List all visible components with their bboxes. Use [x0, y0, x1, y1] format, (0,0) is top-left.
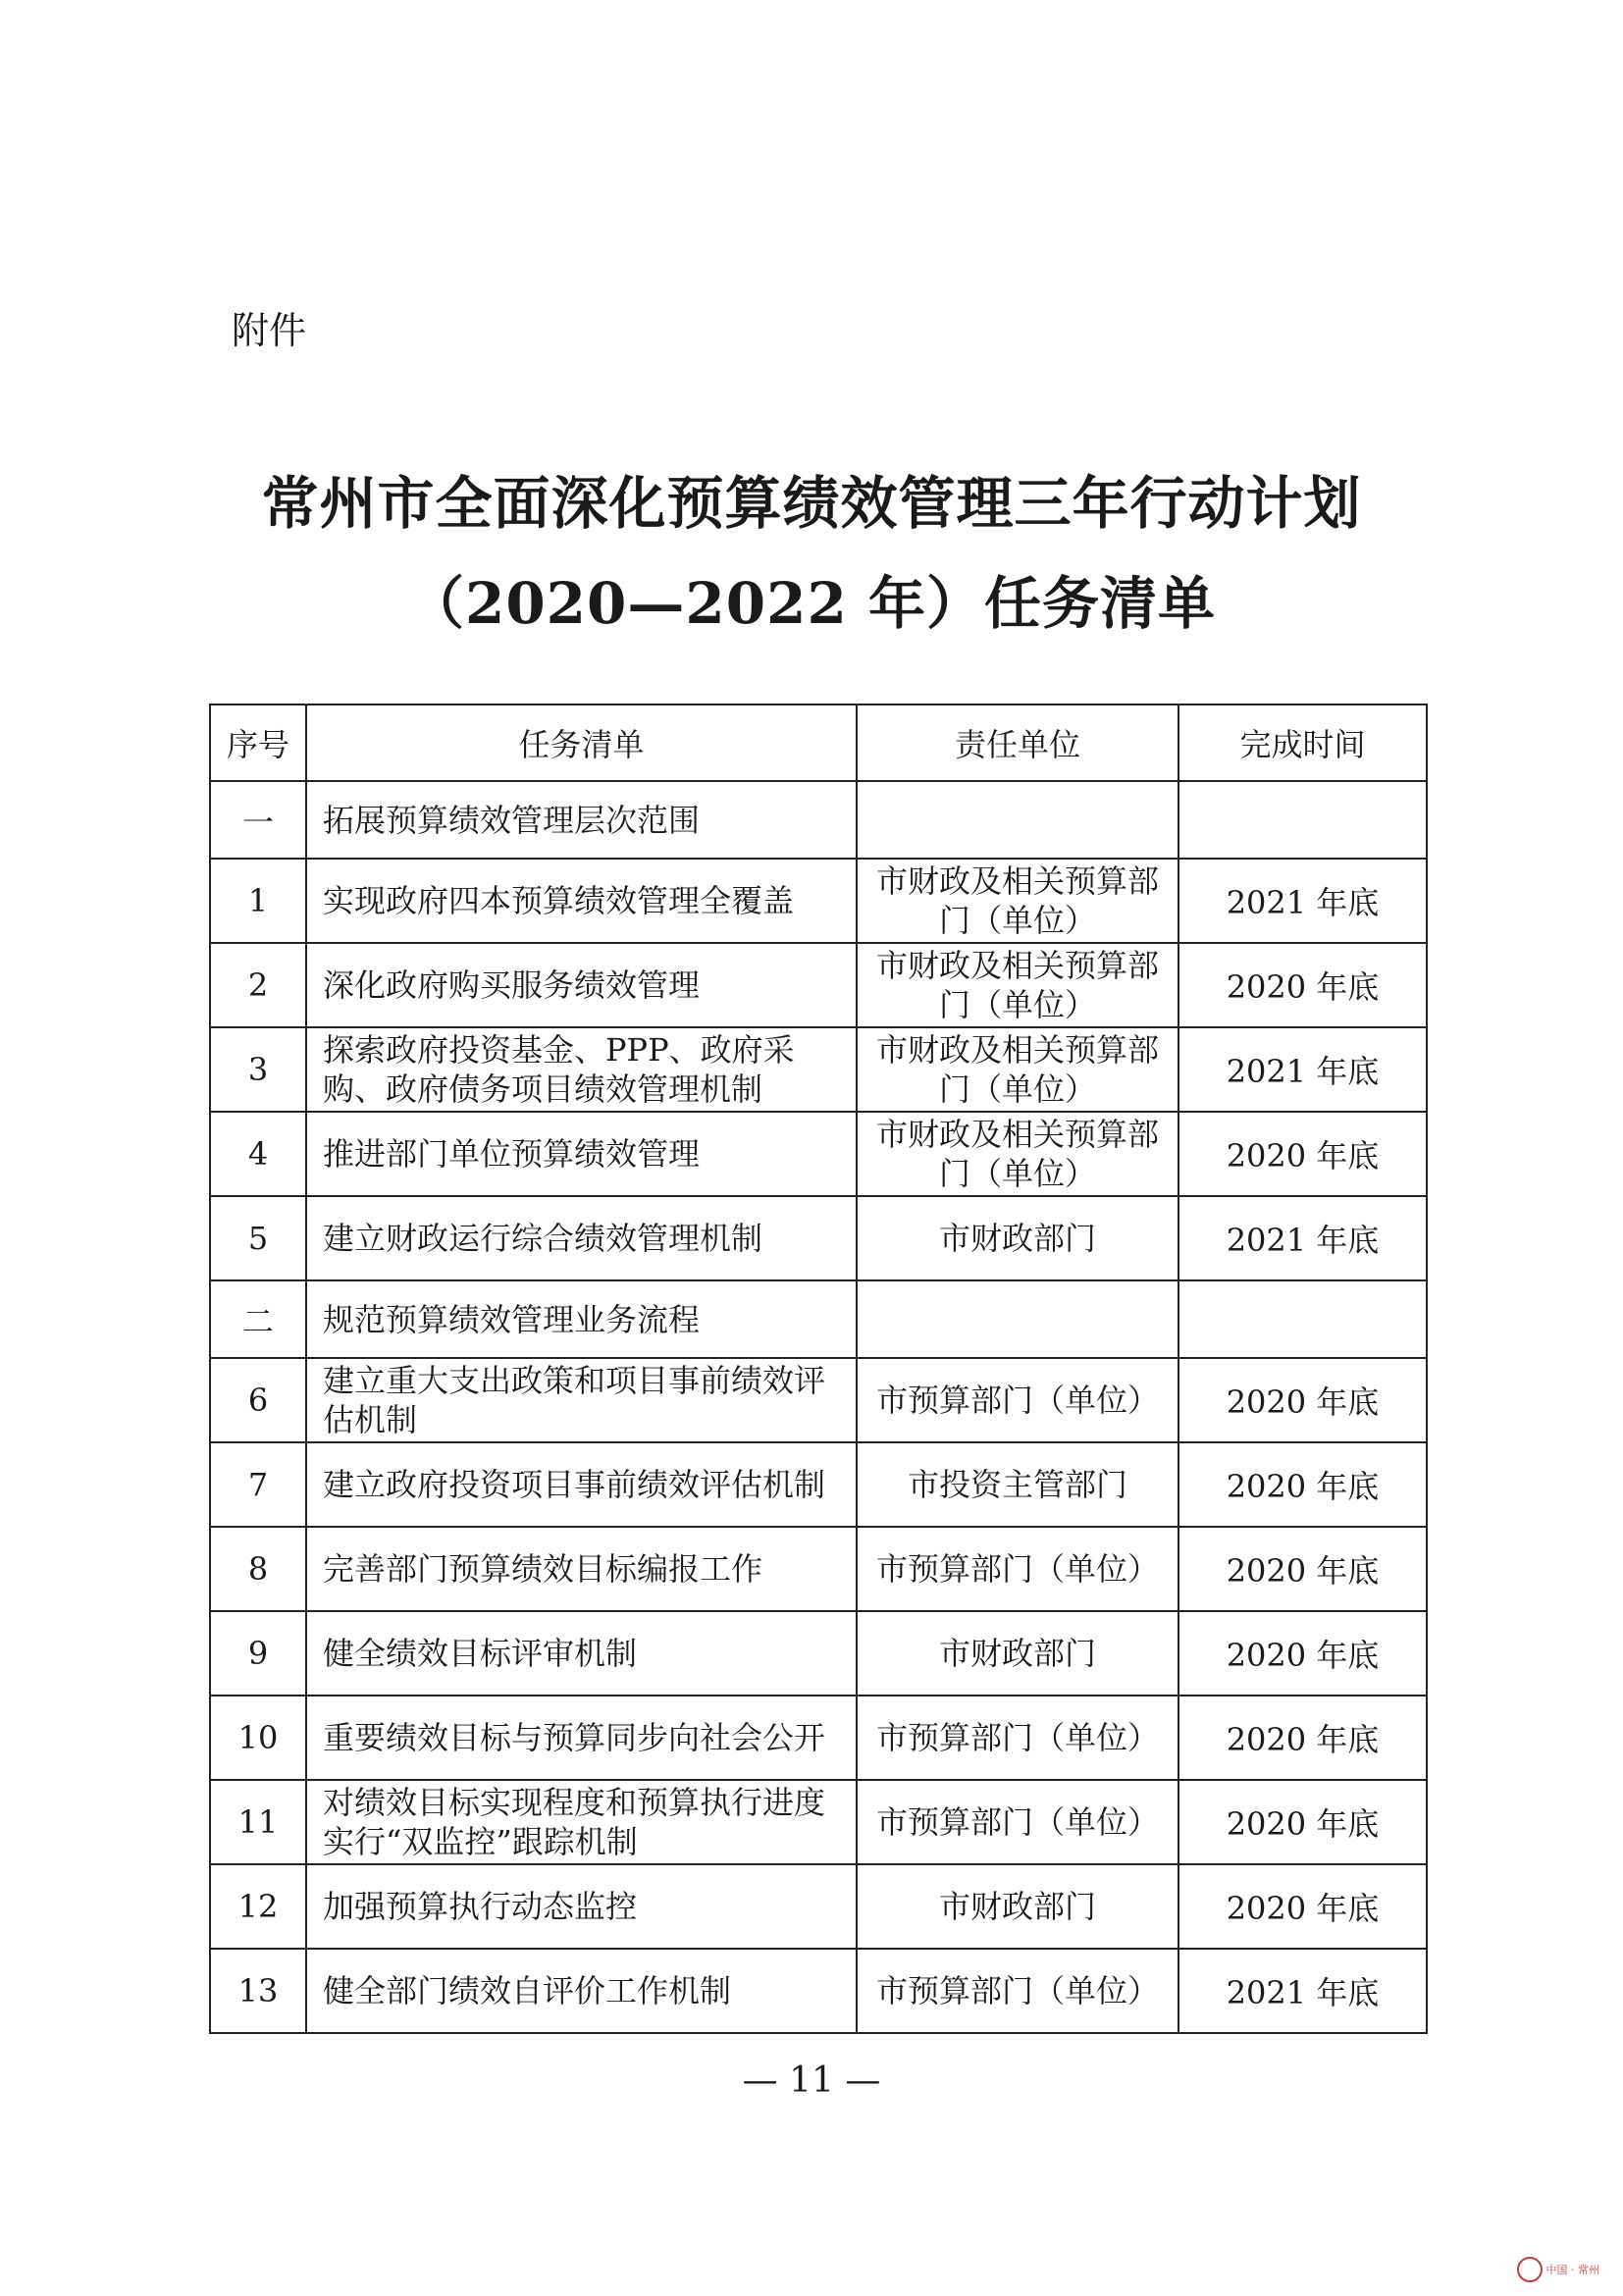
- attachment-label: 附件: [232, 309, 307, 352]
- task-text: 推进部门单位预算绩效管理: [306, 1112, 857, 1196]
- row-number: 3: [210, 1027, 306, 1112]
- table-header-row: [210, 704, 1427, 781]
- section-label: 拓展预算绩效管理层次范围: [306, 781, 857, 859]
- row-number: 4: [210, 1112, 306, 1196]
- responsible-unit: 市预算部门（单位）: [857, 1780, 1178, 1864]
- task-text: 建立政府投资项目事前绩效评估机制: [306, 1442, 857, 1527]
- table-row: [210, 1611, 1427, 1696]
- responsible-unit: 市预算部门（单位）: [857, 1949, 1178, 2033]
- row-number: 6: [210, 1358, 306, 1442]
- row-number: 10: [210, 1696, 306, 1780]
- table-row: [210, 1358, 1427, 1442]
- section-unit-empty: [857, 781, 1178, 859]
- completion-time: 2020 年底: [1178, 1696, 1427, 1780]
- row-number: 5: [210, 1196, 306, 1280]
- completion-time: 2021 年底: [1178, 859, 1427, 943]
- completion-time: 2020 年底: [1178, 1358, 1427, 1442]
- responsible-unit: 市财政及相关预算部门（单位）: [857, 1027, 1178, 1112]
- table-row: [210, 1112, 1427, 1196]
- completion-time: 2020 年底: [1178, 1611, 1427, 1696]
- task-text: 健全绩效目标评审机制: [306, 1611, 857, 1696]
- table-row: [210, 1949, 1427, 2033]
- row-number: 13: [210, 1949, 306, 2033]
- task-text: 深化政府购买服务绩效管理: [306, 943, 857, 1027]
- responsible-unit: 市预算部门（单位）: [857, 1527, 1178, 1611]
- section-time-empty: [1178, 781, 1427, 859]
- section-unit-empty: [857, 1280, 1178, 1358]
- responsible-unit: 市财政部门: [857, 1611, 1178, 1696]
- table-row: [210, 1864, 1427, 1949]
- site-logo-icon: [1517, 2257, 1543, 2282]
- responsible-unit: 市财政部门: [857, 1196, 1178, 1280]
- task-text: 探索政府投资基金、PPP、政府采购、政府债务项目绩效管理机制: [306, 1027, 857, 1112]
- completion-time: 2020 年底: [1178, 1864, 1427, 1949]
- completion-time: 2021 年底: [1178, 1949, 1427, 2033]
- table-body: [210, 781, 1427, 2033]
- row-number: 11: [210, 1780, 306, 1864]
- row-number: 7: [210, 1442, 306, 1527]
- section-label: 规范预算绩效管理业务流程: [306, 1280, 857, 1358]
- row-number: 2: [210, 943, 306, 1027]
- table-row: [210, 943, 1427, 1027]
- responsible-unit: 市投资主管部门: [857, 1442, 1178, 1527]
- row-number: 9: [210, 1611, 306, 1696]
- section-number: 一: [210, 781, 306, 859]
- table-row: [210, 1196, 1427, 1280]
- table-row: [210, 1027, 1427, 1112]
- task-text: 加强预算执行动态监控: [306, 1864, 857, 1949]
- section-number: 二: [210, 1280, 306, 1358]
- task-text: 建立重大支出政策和项目事前绩效评估机制: [306, 1358, 857, 1442]
- completion-time: 2020 年底: [1178, 1780, 1427, 1864]
- responsible-unit: 市财政部门: [857, 1864, 1178, 1949]
- responsible-unit: 市预算部门（单位）: [857, 1696, 1178, 1780]
- task-text: 完善部门预算绩效目标编报工作: [306, 1527, 857, 1611]
- table-row: [210, 1442, 1427, 1527]
- task-text: 健全部门绩效自评价工作机制: [306, 1949, 857, 2033]
- completion-time: 2020 年底: [1178, 1112, 1427, 1196]
- document-title-line2: （2020—2022 年）任务清单: [406, 570, 1217, 637]
- responsible-unit: 市预算部门（单位）: [857, 1358, 1178, 1442]
- header-time: 完成时间: [1178, 704, 1427, 781]
- responsible-unit: 市财政及相关预算部门（单位）: [857, 1112, 1178, 1196]
- task-text: 建立财政运行综合绩效管理机制: [306, 1196, 857, 1280]
- site-watermark: [1517, 2257, 1615, 2290]
- task-table: [209, 704, 1428, 2034]
- document-title-line1: 常州市全面深化预算绩效管理三年行动计划: [261, 470, 1362, 537]
- section-row: [210, 781, 1427, 859]
- task-text: 对绩效目标实现程度和预算执行进度实行“双监控”跟踪机制: [306, 1780, 857, 1864]
- header-index: 序号: [210, 704, 306, 781]
- header-unit: 责任单位: [857, 704, 1178, 781]
- watermark-text: 中国 · 常州: [1545, 2264, 1599, 2276]
- header-task: 任务清单: [306, 704, 857, 781]
- completion-time: 2021 年底: [1178, 1196, 1427, 1280]
- table-row: [210, 1696, 1427, 1780]
- completion-time: 2021 年底: [1178, 1027, 1427, 1112]
- responsible-unit: 市财政及相关预算部门（单位）: [857, 859, 1178, 943]
- responsible-unit: 市财政及相关预算部门（单位）: [857, 943, 1178, 1027]
- completion-time: 2020 年底: [1178, 943, 1427, 1027]
- table-row: [210, 1527, 1427, 1611]
- table-row: [210, 1780, 1427, 1864]
- section-row: [210, 1280, 1427, 1358]
- row-number: 1: [210, 859, 306, 943]
- task-text: 重要绩效目标与预算同步向社会公开: [306, 1696, 857, 1780]
- section-time-empty: [1178, 1280, 1427, 1358]
- completion-time: 2020 年底: [1178, 1442, 1427, 1527]
- table-row: [210, 859, 1427, 943]
- page-number: — 11 —: [742, 2061, 881, 2101]
- completion-time: 2020 年底: [1178, 1527, 1427, 1611]
- row-number: 8: [210, 1527, 306, 1611]
- task-text: 实现政府四本预算绩效管理全覆盖: [306, 859, 857, 943]
- row-number: 12: [210, 1864, 306, 1949]
